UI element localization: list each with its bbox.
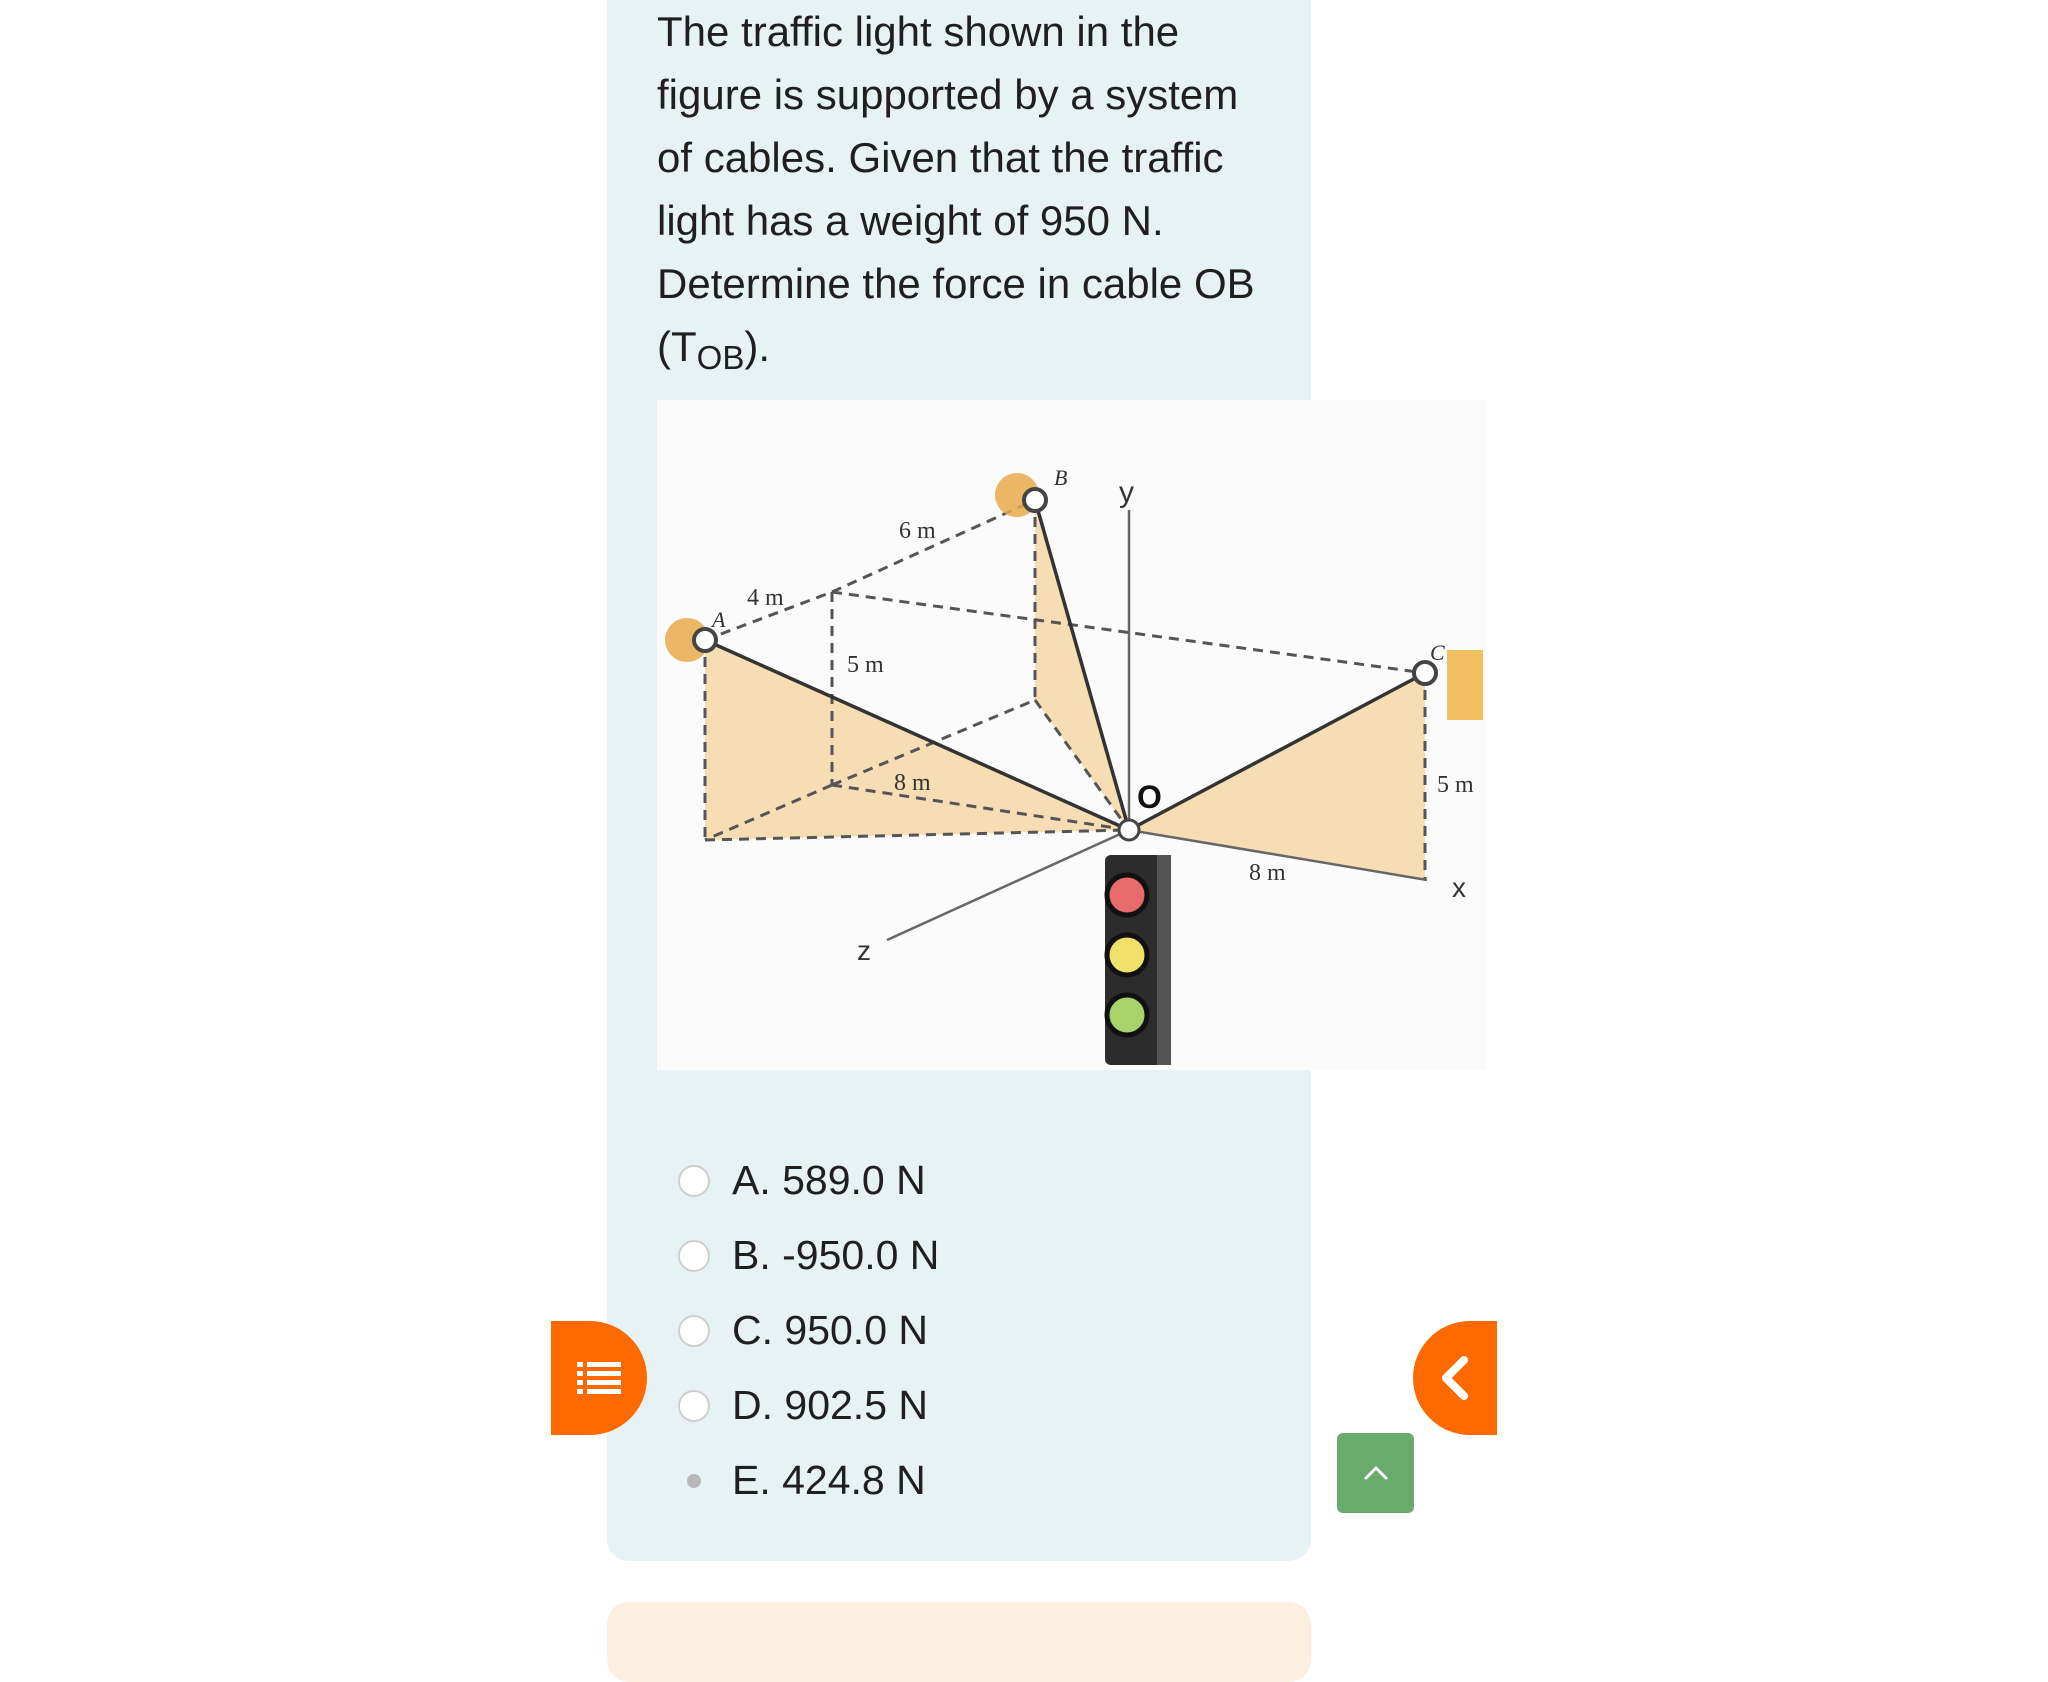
scroll-top-button[interactable]: [1337, 1433, 1414, 1513]
list-icon: [577, 1360, 621, 1396]
dim-5m-left: 5 m: [847, 652, 884, 678]
answer-options: [678, 1143, 939, 1518]
label-c: C: [1430, 640, 1445, 665]
figure-diagram: [657, 400, 1487, 1070]
label-x: x: [1452, 872, 1466, 903]
option-a-label[interactable]: A. 589.0 N: [732, 1157, 926, 1203]
option-e-label[interactable]: E. 424.8 N: [732, 1457, 926, 1503]
question-cable-suffix: ).: [744, 323, 770, 370]
question-text: [657, 0, 1277, 381]
option-b-label[interactable]: B. -950.0 N: [732, 1232, 940, 1278]
chevron-up-icon: [1363, 1465, 1389, 1481]
point-o-ring: [1119, 820, 1139, 840]
option-a-radio[interactable]: [678, 1165, 710, 1197]
dim-8m-right: 8 m: [1249, 860, 1286, 886]
label-b: B: [1054, 465, 1068, 490]
next-card: [607, 1602, 1311, 1682]
option-d-radio[interactable]: [678, 1390, 710, 1422]
option-c[interactable]: [678, 1293, 939, 1368]
plane-oc: [1129, 673, 1425, 880]
option-d[interactable]: [678, 1368, 939, 1443]
option-d-label[interactable]: D. 902.5 N: [732, 1382, 928, 1428]
back-button[interactable]: [1413, 1321, 1497, 1435]
label-z: z: [857, 935, 871, 966]
option-a[interactable]: [678, 1143, 939, 1218]
anchor-b: [995, 473, 1046, 517]
dim-6m: 6 m: [899, 518, 936, 544]
traffic-light-figure: [657, 400, 1487, 1070]
label-a: A: [712, 607, 726, 632]
dim-8m-left: 8 m: [894, 770, 931, 796]
question-subscript: OB: [696, 339, 745, 376]
question-cable-prefix: OB (T: [657, 260, 1255, 370]
chevron-left-icon: [1440, 1356, 1470, 1400]
option-c-label[interactable]: C. 950.0 N: [732, 1307, 928, 1353]
option-e-radio[interactable]: [678, 1465, 710, 1497]
option-c-radio[interactable]: [678, 1315, 710, 1347]
label-y: y: [1119, 476, 1134, 509]
question-body: The traffic light shown in the figure is supported by a system of cables. Given that the traffic light has a weight of 950 N. Determine the force in cable: [657, 8, 1239, 307]
option-b-radio[interactable]: [678, 1240, 710, 1272]
dim-5m-right: 5 m: [1437, 772, 1474, 798]
traffic-light-icon: [1105, 855, 1171, 1065]
dim-4m: 4 m: [747, 585, 784, 611]
option-e[interactable]: [678, 1443, 939, 1518]
option-b[interactable]: [678, 1218, 939, 1293]
label-o: O: [1137, 779, 1162, 815]
